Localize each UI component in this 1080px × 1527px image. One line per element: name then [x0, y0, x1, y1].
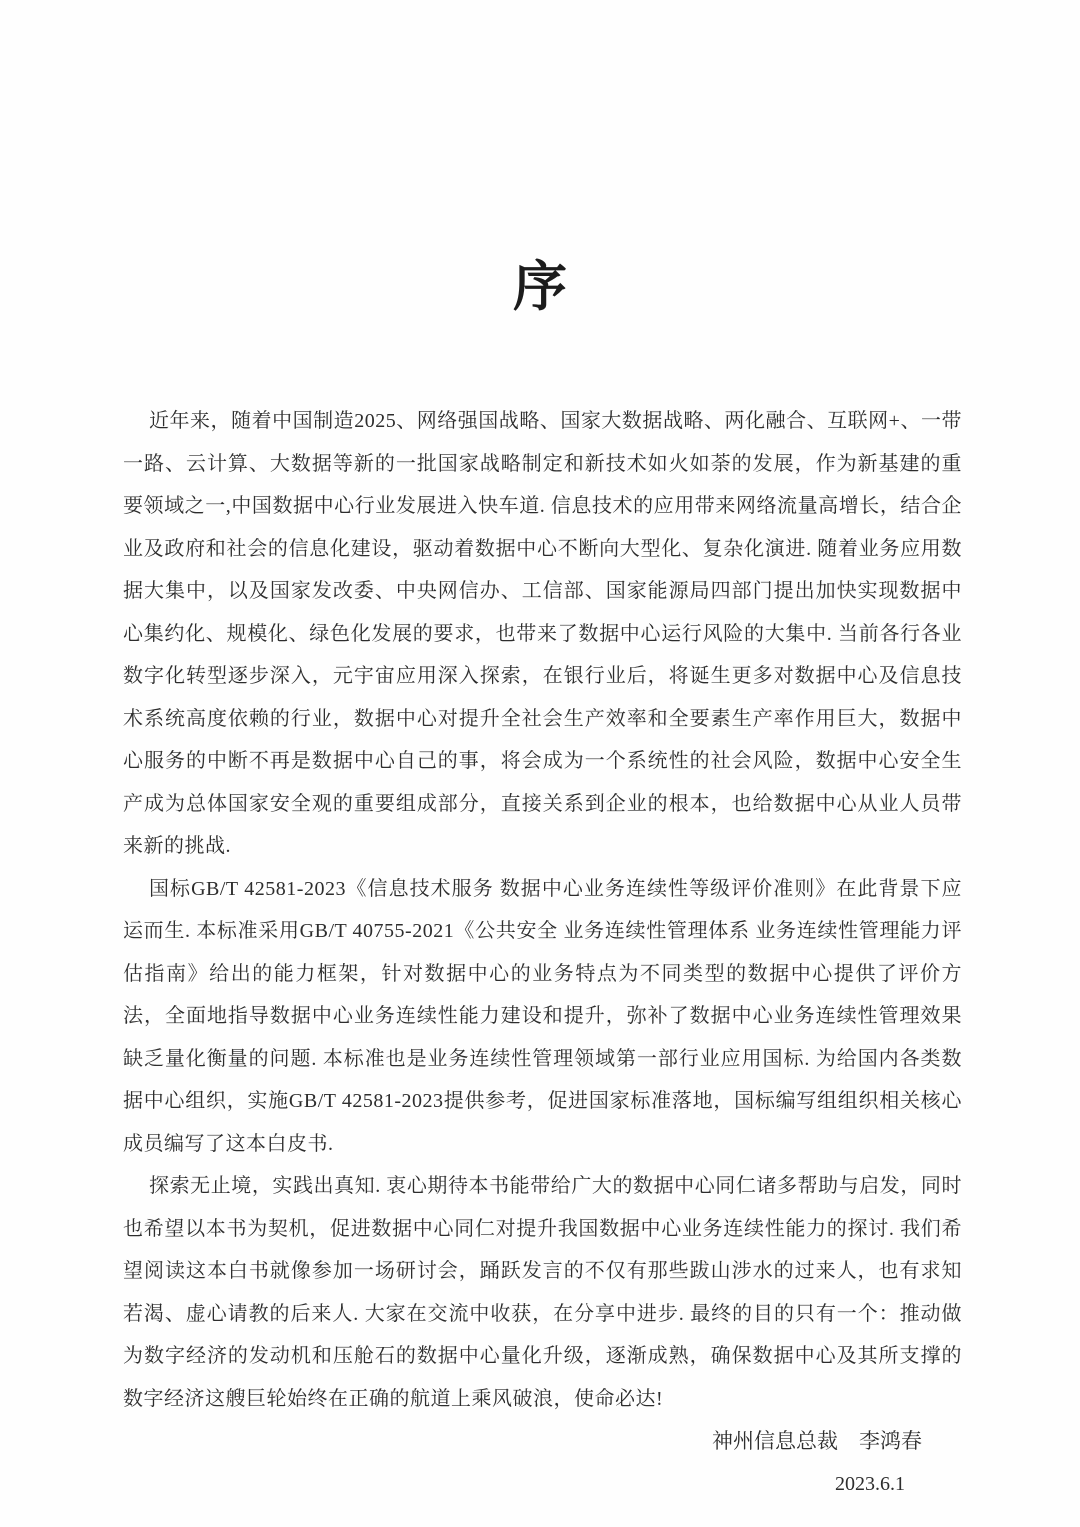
- signature-date: 2023.6.1: [835, 1473, 905, 1495]
- page-title: 序: [513, 257, 567, 317]
- paragraph-3: 探索无止境，实践出真知. 衷心期待本书能带给广大的数据中心同仁诸多帮助与启发，同时也希望以本书为契机，促进数据中心同仁对提升我国数据中心业务连续性能力的探讨. 我们希望阅读这本白书就像参加一场研讨会，踊跃发言的不仅有那些跋山涉水的过来人，也有求知若渴、虚心请教的后来人. 大家在交流中收获，在分享中进步. 最终的目的只有一个：推动做为数字经济的发动机和压舱石的数据中心量化升级，逐渐成熟，确保数据中心及其所支撑的数字经济这艘巨轮始终在正确的航道上乘风破浪，使命必达!: [123, 1175, 962, 1410]
- signature-block: [123, 1420, 962, 1506]
- preface-body: [123, 400, 962, 1420]
- paragraph-2: 国标GB/T 42581-2023《信息技术服务 数据中心业务连续性等级评价准则》在此背景下应运而生. 本标准采用GB/T 40755-2021《公共安全 业务连续性管理体系 业务连续性管理能力评估指南》给出的能力框架，针对数据中心的业务特点为不同类型的数据中心提供了评价方法，全面地指导数据中心业务连续性能力建设和提升，弥补了数据中心业务连续性管理效果缺乏量化衡量的问题. 本标准也是业务连续性管理领域第一部行业应用国标. 为给国内各类数据中心组织，实施GB/T 42581-2023提供参考，促进国家标准落地，国标编写组组织相关核心成员编写了这本白皮书.: [123, 877, 962, 1155]
- paragraph-1: 近年来，随着中国制造2025、网络强国战略、国家大数据战略、两化融合、互联网+、一带一路、云计算、大数据等新的一批国家战略制定和新技术如火如荼的发展，作为新基建的重要领域之一,中国数据中心行业发展进入快车道. 信息技术的应用带来网络流量高增长，结合企业及政府和社会的信息化建设，驱动着数据中心不断向大型化、复杂化演进. 随着业务应用数据大集中，以及国家发改委、中央网信办、工信部、国家能源局四部门提出加快实现数据中心集约化、规模化、绿色化发展的要求，也带来了数据中心运行风险的大集中. 当前各行各业数字化转型逐步深入，元宇宙应用深入探索，在银行业后，将诞生更多对数据中心及信息技术系统高度依赖的行业，数据中心对提升全社会生产效率和全要素生产率作用巨大，数据中心服务的中断不再是数据中心自己的事，将会成为一个系统性的社会风险，数据中心安全生产成为总体国家安全观的重要组成部分，直接关系到企业的根本，也给数据中心从业人员带来新的挑战.: [123, 410, 962, 857]
- signature-author: 神州信息总裁 李鸿春: [712, 1429, 922, 1453]
